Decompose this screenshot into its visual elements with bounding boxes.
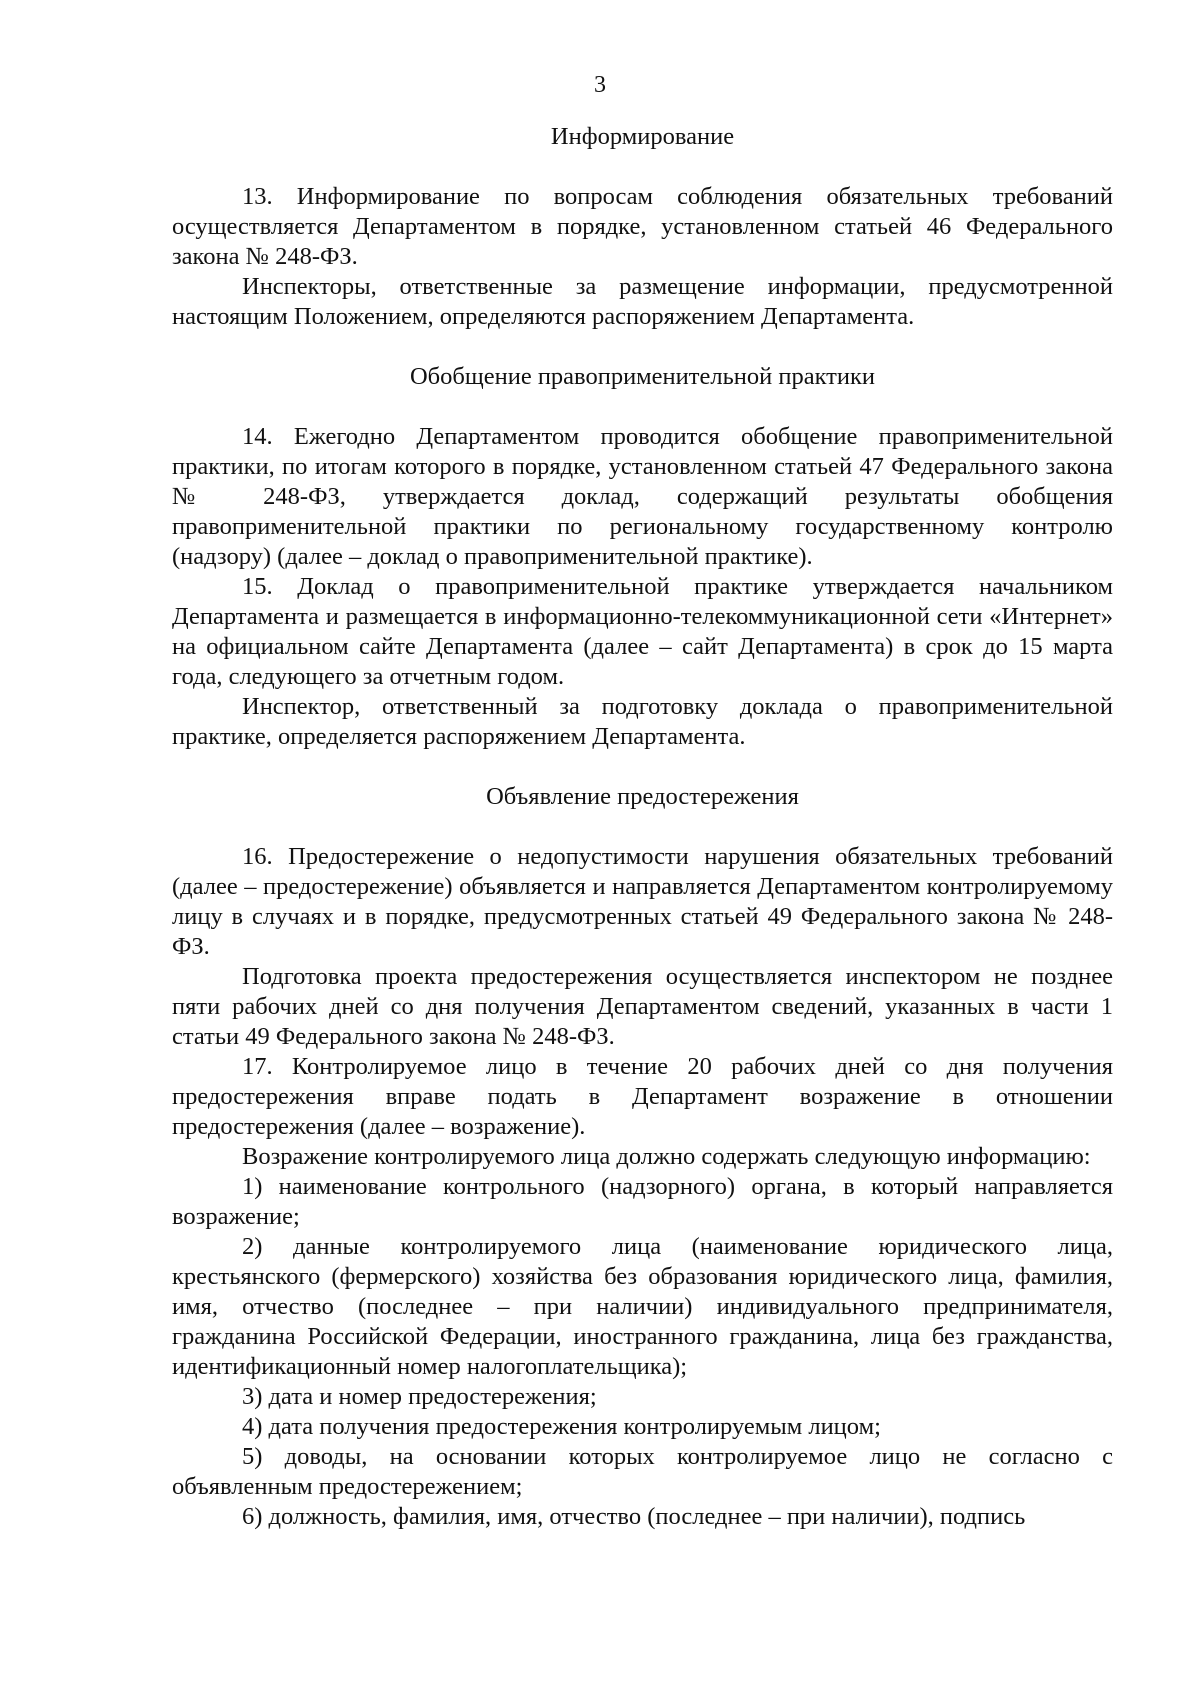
list-item-5: 5) доводы, на основании которых контролируемое лицо не согласно с объявленным предостережением; [172, 1443, 1113, 1500]
paragraph-16-preparation: Подготовка проекта предостережения осуществляется инспектором не позднее пяти рабочих дней со дня получения Департаментом сведений, указанных в части 1 статьи 49 Федерального закона № 248-ФЗ. [172, 963, 1113, 1050]
list-item-2: 2) данные контролируемого лица (наименование юридического лица, крестьянского (фермерского) хозяйства без образования юридического лица, фамилия, имя, отчество (последнее – при наличии) индивидуального предпринимателя, гражданина Российской Федерации, иностранного гражданина, лица без гражданства, идентификационный номер налогоплательщика); [172, 1233, 1113, 1380]
paragraph-13: 13. Информирование по вопросам соблюдения обязательных требований осуществляется Департаментом в порядке, установленном статьей 46 Федерального закона № 248-ФЗ. [172, 183, 1113, 270]
paragraph-15-inspector: Инспектор, ответственный за подготовку доклада о правоприменительной практике, определяется распоряжением Департамента. [172, 693, 1113, 750]
paragraph-13-inspectors: Инспекторы, ответственные за размещение информации, предусмотренной настоящим Положением, определяются распоряжением Департамента. [172, 273, 1113, 330]
section-heading-warning: Объявление предостережения [486, 783, 799, 810]
list-item-1: 1) наименование контрольного (надзорного) органа, в который направляется возражение; [172, 1173, 1113, 1230]
paragraph-14: 14. Ежегодно Департаментом проводится обобщение правоприменительной практики, по итогам которого в порядке, установленном статьей 47 Федерального закона № 248-ФЗ, утверждается доклад, содержащий результаты обобщения правоприменительной практики по региональному государственному контролю (надзору) (далее – доклад о правоприменительной практике). [172, 423, 1113, 570]
list-item-4: 4) дата получения предостережения контролируемым лицом; [242, 1413, 881, 1440]
paragraph-17-objection: Возражение контролируемого лица должно содержать следующую информацию: [242, 1143, 1091, 1170]
list-item-6: 6) должность, фамилия, имя, отчество (последнее – при наличии), подпись [242, 1503, 1026, 1530]
document-body [172, 122, 1113, 1532]
paragraph-17: 17. Контролируемое лицо в течение 20 рабочих дней со дня получения предостережения вправе подать в Департамент возражение в отношении предостережения (далее – возражение). [172, 1053, 1113, 1140]
paragraph-16: 16. Предостережение о недопустимости нарушения обязательных требований (далее – предостережение) объявляется и направляется Департаментом контролируемому лицу в случаях и в порядке, предусмотренных статьей 49 Федерального закона № 248-ФЗ. [172, 843, 1113, 960]
section-heading-generalization: Обобщение правоприменительной практики [409, 363, 876, 390]
page-number: 3 [594, 72, 606, 98]
paragraph-15: 15. Доклад о правоприменительной практике утверждается начальником Департамента и размещается в информационно-телекоммуникационной сети «Интернет» на официальном сайте Департамента (далее – сайт Департамента) в срок до 15 марта года, следующего за отчетным годом. [172, 573, 1113, 690]
section-heading-informing: Информирование [550, 123, 735, 150]
list-item-3: 3) дата и номер предостережения; [242, 1383, 597, 1410]
